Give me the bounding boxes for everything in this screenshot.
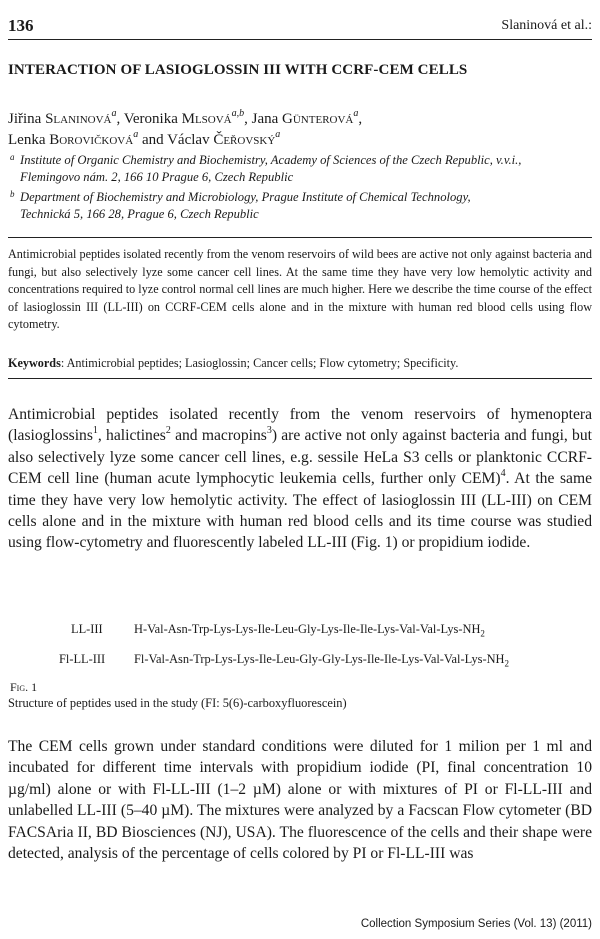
body-paragraph-2: The CEM cells grown under standard conditions were diluted for 1 milion per 1 ml and incubated for different time intervals with propidium iodide (PI, final concentration 10 µg/ml) alone or with Fl-LL-III (1–2 µM) alone or with mixtures of PI or Fl-LL-III and unlabelled LL-III (5–40 µM). The mixtures were analyzed by a Facscan Flow cytometer (BD FACSAria II, BD Biosciences (NJ), USA). The fluorescence of the cells and their shape were detected, analysis of the percentage of cells colored by PI or Fl-LL-III was: [8, 738, 592, 863]
peptide-label: Fl-LL-III: [59, 652, 106, 666]
figure-caption: Structure of peptides used in the study (FI: 5(6)-carboxyfluorescein): [8, 696, 347, 710]
author-name: Václav Čeřovský$^a$: [167, 129, 281, 148]
author-name: Veronika Mlsová$^{a,b}$: [123, 108, 245, 127]
abstract-rule-top: [8, 237, 592, 238]
journal-footer: Collection Symposium Series (Vol. 13) (2011): [360, 918, 592, 930]
article-title: INTERACTION OF LASIOGLOSSIN III WITH CCRF-CEM CELLS: [8, 62, 468, 78]
keywords: Keywords: Antimicrobial peptides; Lasioglossin; Cancer cells; Flow cytometry; Specificity.: [8, 356, 459, 370]
page-number: 136: [8, 16, 34, 35]
author-line-1: Jiřina Slaninová$^a$, Veronika Mlsová$^{a,b}$, Jana Günterová$^a$,: [8, 108, 363, 127]
peptide-sequence: $H-Val-Asn-Trp-Lys-Lys-Ile-Leu-Gly-Lys-Ile-Ile-Lys-Val-Val-Lys-NH_2$: [134, 622, 485, 639]
running-header: [8, 16, 592, 38]
body-paragraph-1: Antimicrobial peptides isolated recently from the venom reservoirs of hymenoptera (lasioglossins$^1$, halictines$^2$ and macropins$^3$) are active not only against bacteria and fungi, but also selectively lyze some cancer cell lines, e.g. sessile HeLa S3 cells or planktonic CCRF-CEM cell line (human acute lymphocytic leukemia cells, further only CEM)$^4$. At the same time they have very low hemolytic activity. The effect of lasioglossin III (LL-III) on CEM cells alone and in the mixture with human red blood cells and its time course was studied using flow-cytometry and fluorescently labeled LL-III (Fig. 1) or propidium iodide.: [8, 406, 592, 552]
author-name: Jiřina Slaninová$^a$: [8, 108, 117, 127]
abstract: Antimicrobial peptides isolated recently from the venom reservoirs of wild bees are active not only against bacteria and fungi, but also selectively lyze some cancer cell lines. At the same time they have very low hemolytic activity and concentrations required to lyze control normal cell lines are much higher. Here we describe the time course of the effect of lasioglossin III (LL-III) on CCRF-CEM cells alone and in the mixture with human red blood cells using flow cytometry.: [8, 247, 592, 331]
author-name: Lenka Borovičková$^a$: [8, 129, 139, 148]
abstract-rule-bottom: [8, 378, 592, 379]
header-rule: [8, 39, 592, 40]
author-line-2: Lenka Borovičková$^a$ and Václav Čeřovský$^a$: [8, 129, 281, 148]
author-name: Jana Günterová$^a$: [251, 108, 359, 127]
figure-label: Fig. 1: [10, 680, 38, 694]
peptide-label: LL-III: [71, 622, 103, 636]
affiliation-a: a Institute of Organic Chemistry and Biochemistry, Academy of Sciences of the Czech Republic, v.v.i., Flemingovo nám. 2, 166 10 Prague 6, Czech Republic: [10, 152, 522, 184]
running-head: Slaninová et al.:: [501, 18, 592, 33]
affiliation-b: b Department of Biochemistry and Microbiology, Prague Institute of Chemical Technology, Technická 5, 166 28, Prague 6, Czech Republic: [10, 189, 471, 221]
peptide-sequence: $Fl-Val-Asn-Trp-Lys-Lys-Ile-Leu-Gly-Gly-Lys-Ile-Ile-Lys-Val-Val-Lys-NH_2$: [134, 652, 509, 669]
author-list: [8, 109, 362, 151]
